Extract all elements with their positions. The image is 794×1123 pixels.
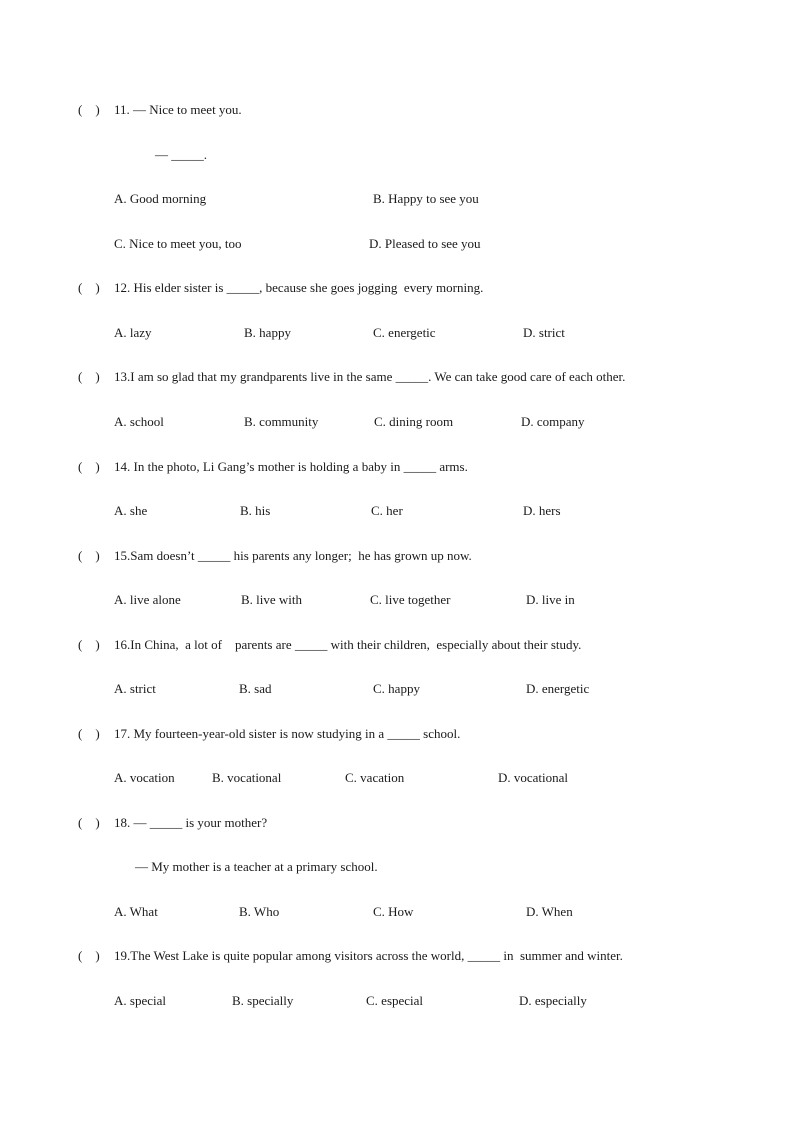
question-stem: 14. In the photo, Li Gang’s mother is holding a baby in _____ arms.	[114, 459, 468, 474]
dialogue-response-line: — My mother is a teacher at a primary school.	[135, 859, 378, 874]
option-a[interactable]: A. vocation	[114, 770, 175, 785]
option-d[interactable]: D. company	[521, 414, 585, 429]
option-c[interactable]: C. her	[371, 503, 403, 518]
option-a[interactable]: A. lazy	[114, 325, 152, 340]
option-b[interactable]: B. Happy to see you	[373, 191, 479, 206]
option-d[interactable]: D. vocational	[498, 770, 569, 785]
option-a[interactable]: A. What	[114, 904, 158, 919]
option-d[interactable]: D. Pleased to see you	[369, 236, 481, 251]
option-b[interactable]: B. happy	[244, 325, 291, 340]
option-a[interactable]: A. school	[114, 414, 164, 429]
option-a[interactable]: A. strict	[114, 681, 156, 696]
option-c[interactable]: C. How	[373, 904, 414, 919]
option-d[interactable]: D. When	[526, 904, 573, 919]
option-d[interactable]: D. energetic	[526, 681, 590, 696]
question-stem: 15.Sam doesn’t _____ his parents any longer; he has grown up now.	[114, 548, 472, 563]
option-b[interactable]: B. live with	[241, 592, 303, 607]
option-c[interactable]: C. Nice to meet you, too	[114, 236, 242, 251]
option-a[interactable]: A. live alone	[114, 592, 181, 607]
option-c[interactable]: C. energetic	[373, 325, 436, 340]
question-stem: 16.In China, a lot of parents are _____ with their children, especially about their study.	[114, 637, 582, 652]
answer-blank-parens[interactable]: ( )	[78, 548, 100, 563]
option-b[interactable]: B. vocational	[212, 770, 282, 785]
option-c[interactable]: C. live together	[370, 592, 451, 607]
option-c[interactable]: C. especial	[366, 993, 424, 1008]
dialogue-response-line: — _____.	[155, 147, 207, 162]
option-b[interactable]: B. his	[240, 503, 271, 518]
answer-blank-parens[interactable]: ( )	[78, 102, 100, 117]
option-d[interactable]: D. live in	[526, 592, 575, 607]
answer-blank-parens[interactable]: ( )	[78, 815, 100, 830]
question-stem: 17. My fourteen-year-old sister is now studying in a _____ school.	[114, 726, 461, 741]
option-b[interactable]: B. sad	[239, 681, 272, 696]
option-c[interactable]: C. vacation	[345, 770, 405, 785]
option-a[interactable]: A. special	[114, 993, 166, 1008]
answer-blank-parens[interactable]: ( )	[78, 637, 100, 652]
option-b[interactable]: B. specially	[232, 993, 294, 1008]
option-c[interactable]: C. dining room	[374, 414, 454, 429]
question-stem: 12. His elder sister is _____, because she goes jogging every morning.	[114, 280, 484, 295]
answer-blank-parens[interactable]: ( )	[78, 280, 100, 295]
option-a[interactable]: A. she	[114, 503, 148, 518]
option-b[interactable]: B. community	[244, 414, 319, 429]
option-c[interactable]: C. happy	[373, 681, 420, 696]
option-a[interactable]: A. Good morning	[114, 191, 207, 206]
answer-blank-parens[interactable]: ( )	[78, 369, 100, 384]
question-stem: 18. — _____ is your mother?	[114, 815, 268, 830]
question-stem: 19.The West Lake is quite popular among visitors across the world, _____ in summer and winter.	[114, 948, 623, 963]
answer-blank-parens[interactable]: ( )	[78, 948, 100, 963]
question-stem: 11. — Nice to meet you.	[114, 102, 242, 117]
option-d[interactable]: D. strict	[523, 325, 565, 340]
answer-blank-parens[interactable]: ( )	[78, 459, 100, 474]
question-stem: 13.I am so glad that my grandparents live in the same _____. We can take good care of each other.	[114, 369, 626, 384]
option-d[interactable]: D. especially	[519, 993, 587, 1008]
answer-blank-parens[interactable]: ( )	[78, 726, 100, 741]
option-b[interactable]: B. Who	[239, 904, 280, 919]
option-d[interactable]: D. hers	[523, 503, 561, 518]
